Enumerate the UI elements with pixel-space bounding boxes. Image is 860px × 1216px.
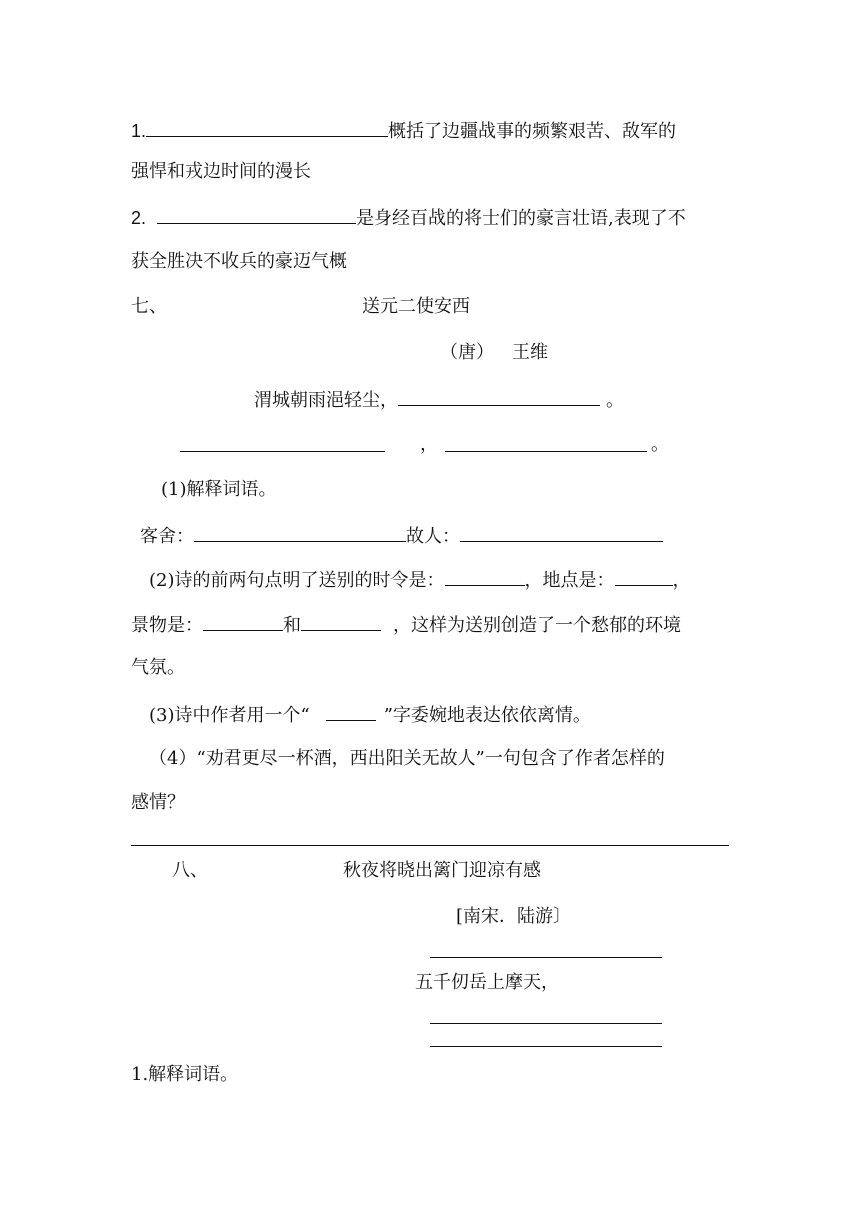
answer-blank[interactable] [301,612,381,631]
word-label: 故人： [406,526,460,547]
poem-blank[interactable] [180,433,385,452]
author: 王维 [512,342,548,363]
poem-blank[interactable] [430,957,662,958]
section-8-author: [南宋．陆游〕 [456,906,572,927]
section-8-poem-title: 秋夜将晓出篱门迎凉有感 [343,860,541,881]
poem-blank[interactable] [398,387,600,406]
poem-blank[interactable] [430,1023,662,1024]
sub-question-1: (1)解释词语。 [161,479,277,500]
question-text: ， [672,570,691,591]
question-1-continuation: 强悍和戎边时间的漫长 [131,161,311,182]
question-text: ”字委婉地表达依依离情。 [383,705,591,726]
question-1-line [131,118,676,144]
punctuation: 。 [651,434,669,455]
answer-blank[interactable] [157,205,356,224]
poem-line-2: 五千仞岳上摩天， [415,972,559,993]
answer-blank[interactable] [203,612,283,631]
answer-blank[interactable] [445,567,525,586]
sub-question-2-line-3: 气氛。 [131,657,185,678]
answer-blank[interactable] [326,702,376,721]
sub-question-2-line-2 [131,612,681,638]
question-text: ，这样为送别创造了一个愁郁的环境 [393,615,681,636]
section-8-number: 八、 [172,860,208,881]
word-explain-line [140,523,663,549]
sub-question-3 [149,702,591,728]
question-text: 景物是： [131,615,203,636]
section-7-poem-title: 送元二使安西 [362,296,470,317]
answer-blank[interactable] [460,523,663,542]
question-text: ，地点是： [524,570,615,591]
question-2-continuation: 获全胜决不收兵的豪迈气概 [131,251,347,272]
sub-question-4: （4）“劝君更尽一杯酒，西出阳关无故人”一句包含了作者怎样的 [149,748,665,769]
question-text: 和 [283,615,301,636]
question-text: 是身经百战的将士们的豪言壮语,表现了不 [356,208,686,229]
question-2-line [131,205,686,231]
punctuation: ， [420,434,438,455]
answer-line[interactable] [131,845,729,846]
answer-blank[interactable] [615,567,673,586]
poem-text: 渭城朝雨浥轻尘， [254,390,398,411]
question-text: (2)诗的前两句点明了送别的时令是： [149,570,445,591]
section-7-number: 七、 [131,296,167,317]
section-8-question-1: 1.解释词语。 [131,1064,239,1085]
poem-blank[interactable] [430,1046,662,1047]
question-number: 1. [131,121,147,141]
question-number: 2. [131,208,147,228]
answer-blank[interactable] [146,118,388,137]
question-text: 概括了边疆战事的频繁艰苦、敌军的 [388,121,677,142]
poem-line-1 [254,387,624,413]
punctuation: 。 [606,390,624,411]
word-label: 客舍： [140,526,194,547]
question-text: (3)诗中作者用一个“ [149,705,310,726]
poem-blank[interactable] [445,433,647,452]
sub-question-2-line [149,567,691,593]
dynasty: （唐） [440,342,494,363]
section-7-author-line [440,341,548,365]
sub-question-4-continuation: 感情？ [131,792,185,813]
answer-blank[interactable] [194,523,406,542]
